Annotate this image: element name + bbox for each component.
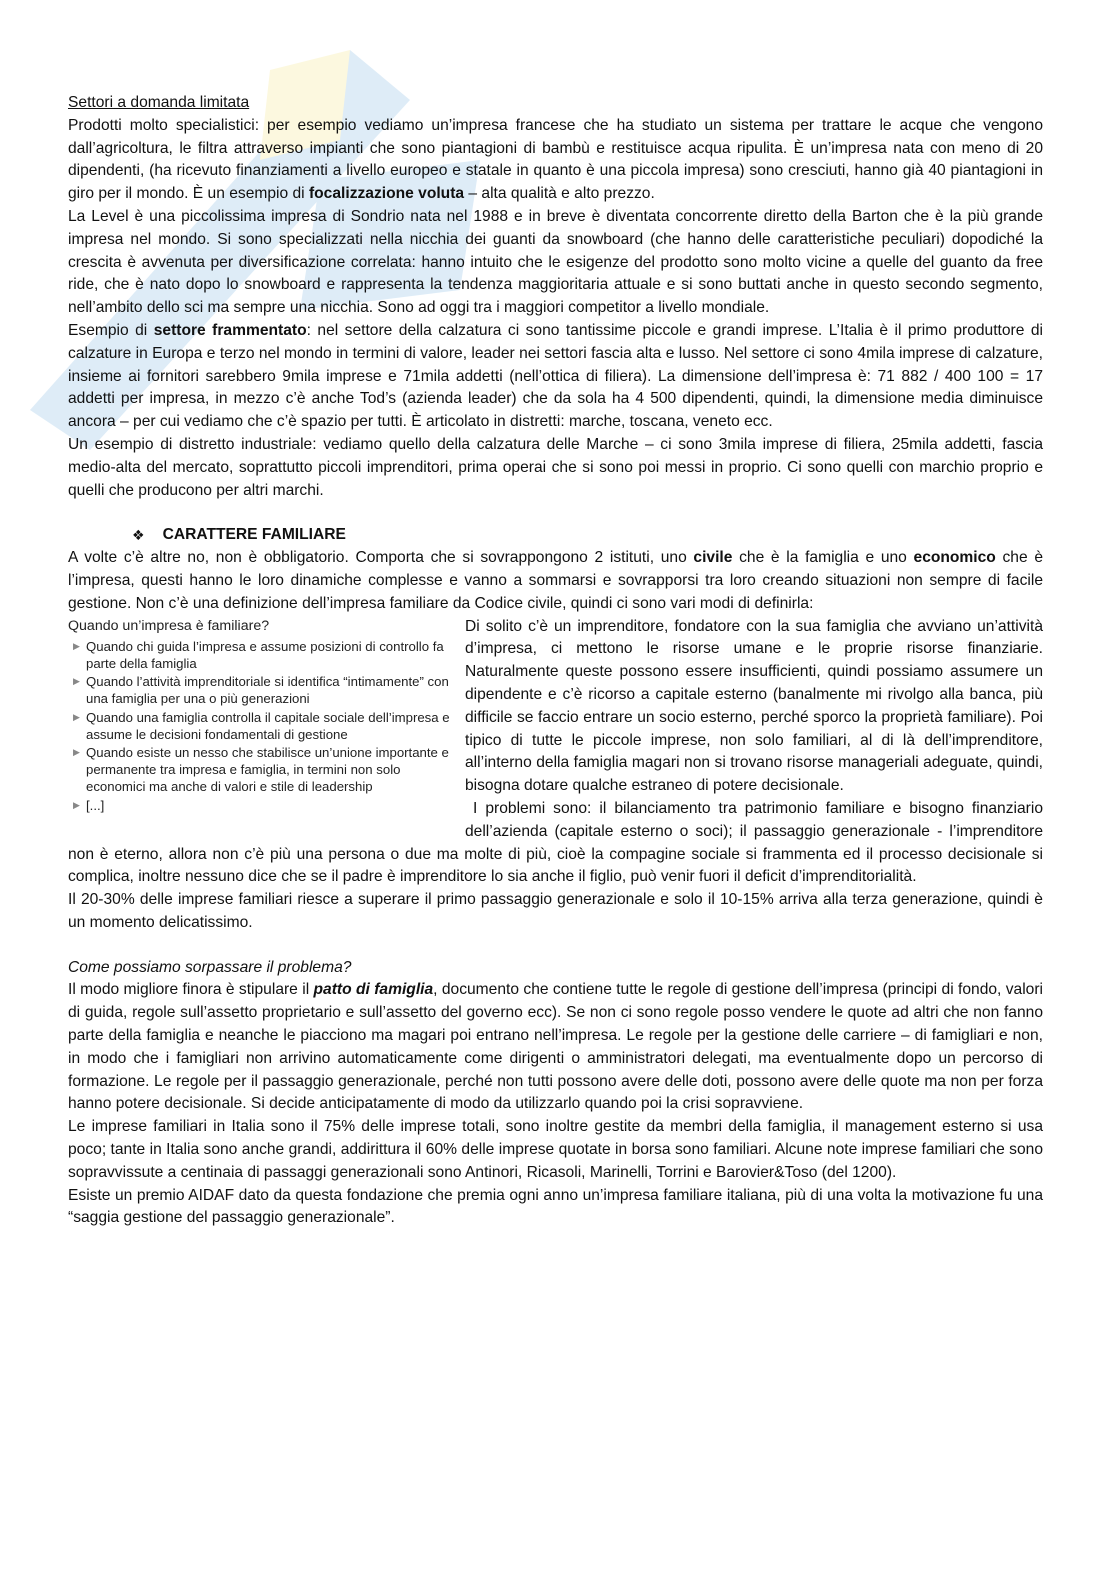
paragraph — [68, 889, 1043, 935]
question-heading: Come possiamo sorpassare il problema? — [68, 958, 352, 976]
triangle-bullet-icon: ▶ — [73, 799, 80, 810]
text-run: A volte c’è altre no, non è obbligatorio. Comporta che si sovrappongono 2 istituti, uno — [68, 549, 694, 567]
text-run: Di solito c’è un imprenditore, fondatore con la sua famiglia che avviano un’attività d’impresa, ci mettono le risorse umane e le proprie risorse finanziarie. Naturalmente queste possono essere insufficienti, quindi possiamo assumere un dipendente e c’è ricorso a capitale esterno (banalmente mi rivolgo alla banca, più difficile se faccio entrare un socio esterno, perché sporco la proprietà familiare). Poi tipico di tutte le piccole imprese, non solo familiari, al di là dell’imprenditore, all’interno della famiglia magari non si trovano risorse manageriali adeguate, quindi, bisogna dotare qualche estraneo di potere decisionale. — [465, 617, 1043, 795]
paragraph — [68, 434, 1043, 502]
list-item: ▶ [...] — [73, 797, 105, 813]
text-run: Il 20-30% delle imprese familiari riesce a superare il primo passaggio generazionale e solo il 10-15% arriva alla terza generazione, quindi è un momento delicatissimo. — [68, 891, 1043, 931]
document-body — [68, 92, 1043, 1230]
text-run: che è l’impresa, questi hanno le loro dinamiche complesse e vanno a sommarsi e sovrapporsi tra loro creando situazioni non sempre di facile gestione. Non c’è una definizione dell’impresa familiare da Codice civile, quindi ci sono vari modi di definirla: — [68, 549, 1044, 612]
triangle-bullet-icon: ▶ — [73, 640, 80, 651]
paragraph — [68, 115, 1043, 206]
list-item: ▶ Quando l’attività imprenditoriale si identifica “intimamente” con una famiglia per una o più generazioni — [73, 674, 449, 707]
bold-term: civile — [693, 549, 733, 567]
paragraph — [68, 979, 1043, 1116]
bold-term: settore frammentato — [153, 321, 307, 339]
paragraph — [68, 1116, 1043, 1184]
definition-box — [68, 618, 453, 815]
text-run: Il modo migliore finora è stipulare il — [68, 981, 314, 999]
text-run: La Level è una piccolissima impresa di Sondrio nata nel 1988 e in breve è diventata concorrente diretto della Barton che è la più grande impresa nel mondo. Si sono specializzati nella nicchia dei guanti da snowboard (che hanno delle caratteristiche peculiari) dopodiché la crescita è avvenuta per diversificazione correlata: hanno intuito che le esigenze del prodotto sono molto vicine a quelle del guanto da free ride, che è nato dopo lo snowboard e rappresenta la tendenza maggioritaria attuale e si sono buttati anche in questo secondo segmento, nell’ambito dello sci ma sempre una nicchia. Sono ad oggi tra i maggiori competitor a livello mondiale. — [68, 207, 1043, 317]
text-run: Esempio di — [68, 321, 154, 339]
text-run: Prodotti molto specialistici: per esempio vediamo un’impresa francese che ha studiato un sistema per trattare le acque che vengono dall’agricoltura, le filtra attraverso impianti che sono piantagioni di bambù e restituisce acqua ripulita. È un’impresa nata con meno di 20 dipendenti, (ha ricevuto finanziamenti a livello europeo e statale in quanto è una piccola impresa) sono cresciuti, hanno già 40 piantagioni in giro per il mondo. È un esempio di — [68, 116, 1043, 203]
section-title-text: CARATTERE FAMILIARE — [162, 526, 346, 544]
text-run: Un esempio di distretto industriale: vediamo quello della calzatura delle Marche – ci sono 3mila imprese di filiera, 25mila addetti, fascia medio-alta del mercato, soprattutto piccoli imprenditori, prima operai che si sono poi messi in proprio. Ci sono quelli con marchio proprio e quelli che producono per altri marchi. — [68, 435, 1043, 499]
section-heading-settori: Settori a domanda limitata — [68, 94, 250, 111]
text-run: , documento che contiene tutte le regole di gestione dell’impresa (principi di fondo, valori di guida, regole sull’assetto proprietario e sull’assetto del governo ecc). Se non ci sono regole posso vendere le quote ad altri che non fanno parte della famiglia e neanche le piacciono ma magari poi entrano nell’impresa. Le regole per la gestione delle carriere – di famigliari e non, in modo che i famigliari non arrivino automaticamente come dirigenti o amministratori delegati, ma eventualmente dopo un percorso di formazione. Le regole per il passaggio generazionale, perché non tutti possono avere delle doti, possono avere delle quote ma non per forza hanno potere decisionale. Si decide anticipatamente di modo da utilizzarlo quando poi la crisi sopravviene. — [68, 981, 1044, 1113]
definition-box-title: Quando un’impresa è familiare? — [68, 617, 270, 634]
paragraph — [68, 547, 1043, 615]
text-run: Esiste un premio AIDAF dato da questa fondazione che premia ogni anno un’impresa familiare italiana, più di una volta la motivazione fu una “saggia gestione del passaggio generazionale”. — [68, 1186, 1043, 1227]
diamond-bullet-icon: ❖ — [132, 527, 145, 544]
paragraph — [68, 320, 1043, 434]
paragraph — [68, 206, 1043, 320]
paragraph — [68, 1185, 1043, 1231]
list-item: ▶ Quando esiste un nesso che stabilisce un’unione importante e permanente tra impresa e famiglia, in termini non solo economici ma anche di valori e stile di leadership — [73, 744, 449, 795]
section-title-carattere-familiare — [132, 524, 1043, 547]
text-run: I problemi sono: il bilanciamento tra patrimonio familiare e bisogno finanziario dell’azienda (capitale esterno o soci); il passaggio generazionale - l’imprenditore non è eterno, allora non c’è più una persona o due ma molte di più, cioè la compagine sociale si frammenta ed il processo decisionale si complica, inoltre nessuno dice che se il padre è imprenditore lo sia anche il figlio, può venir fuori il deficit d’imprenditorialità. — [68, 799, 1043, 886]
list-item: ▶ Quando una famiglia controlla il capitale sociale dell’impresa e assume le decisioni fondamentali di gestione — [73, 709, 450, 742]
definition-list — [68, 638, 453, 814]
text-run: che è la famiglia e uno — [732, 549, 914, 567]
triangle-bullet-icon: ▶ — [73, 746, 80, 757]
list-item: ▶ Quando chi guida l’impresa e assume posizioni di controllo fa parte della famiglia — [73, 638, 444, 671]
text-run: Le imprese familiari in Italia sono il 75% delle imprese totali, sono inoltre gestite da membri della famiglia, il management esterno si usa poco; tante in Italia sono anche grandi, addirittura il 60% delle imprese quotate in borsa sono familiari. Alcune note imprese familiari che sono sopravvissute a centinaia di passaggi generazionali sono Antinori, Ricasoli, Marinelli, Torrini e Barovier&Toso (del 1200). — [68, 1118, 1043, 1181]
bold-italic-term: patto di famiglia — [313, 981, 434, 999]
text-run: : nel settore della calzatura ci sono tantissime piccole e grandi imprese. L’Italia è il primo produttore di calzature in Europa e terzo nel mondo in termini di valore, leader nei settori fascia alta e lusso. Nel settore ci sono 4mila imprese di calzature, insieme ai fornitori sarebbero 9mila imprese e 71mila addetti (nell’ottica di filiera). La dimensione dell’impresa è: 71 882 / 400 100 = 17 addetti per impresa, in mezzo c’è anche Tod’s (azienda leader) che da sola ha 4 500 dipendenti, quindi, la dimensione media diminuisce ancora – per cui vediamo che c’è spazio per tutti. È articolato in distretti: marche, toscana, veneto ecc. — [68, 321, 1043, 431]
bold-term: focalizzazione voluta — [308, 185, 465, 203]
triangle-bullet-icon: ▶ — [73, 711, 80, 722]
triangle-bullet-icon: ▶ — [73, 676, 80, 687]
bold-term: economico — [913, 549, 996, 567]
text-run: – alta qualità e alto prezzo. — [464, 185, 655, 203]
